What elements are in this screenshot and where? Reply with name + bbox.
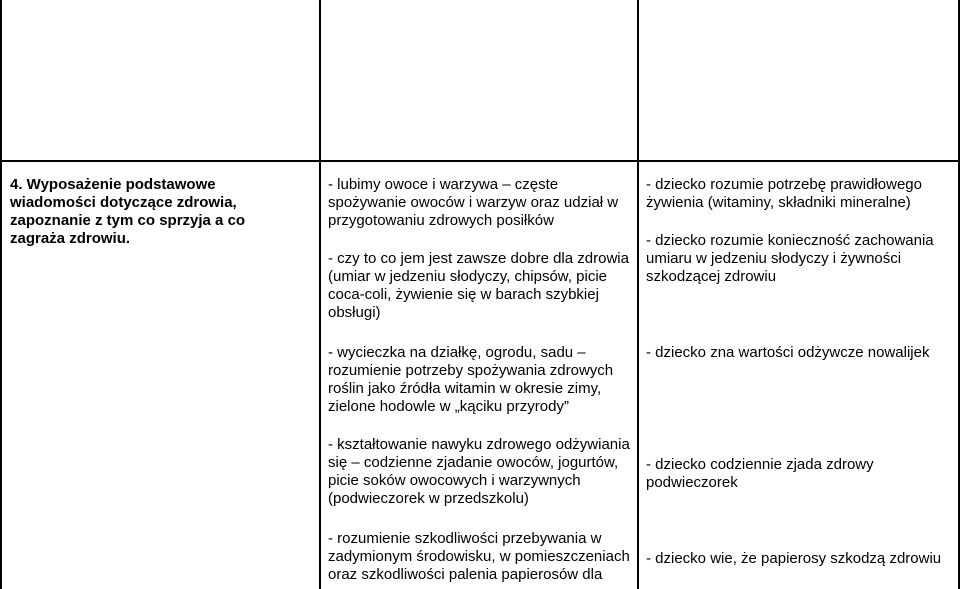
outcome-text: - dziecko codziennie zjada zdrowy podwieczorek xyxy=(646,456,874,491)
activity-text: - lubimy owoce i warzywa – częste spożywanie owoców i warzyw oraz udział w przygotowaniu zdrowych posiłków xyxy=(328,176,619,229)
activity-item xyxy=(328,530,638,584)
activity-text: - kształtowanie nawyku zdrowego odżywiania się – codzienne zjadanie owoców, jogurtów, picie soków owocowych i warzywnych (podwieczorek w przedszkolu) xyxy=(328,436,630,507)
outcome-item xyxy=(646,176,956,212)
activity-item xyxy=(328,436,638,508)
outcome-item xyxy=(646,344,956,362)
outcome-item xyxy=(646,232,956,286)
outcome-text: - dziecko rozumie potrzebę prawidłowego żywienia (witaminy, składniki mineralne) xyxy=(646,176,922,211)
activity-text: - czy to co jem jest zawsze dobre dla zdrowia (umiar w jedzeniu słodyczy, chipsów, picie coca-coli, żywienie się w barach szybkiej obsługi) xyxy=(328,250,629,321)
activity-item xyxy=(328,176,638,230)
table-row-divider xyxy=(0,160,960,162)
outcome-item xyxy=(646,550,956,568)
outcome-text: - dziecko zna wartości odżywcze nowalijek xyxy=(646,344,930,361)
table-border-left xyxy=(0,0,2,589)
activity-text: - wycieczka na działkę, ogrodu, sadu – rozumienie potrzeby spożywania zdrowych roślin jako źródła witamin w okresie zimy, zielone hodowle w „kąciku przyrody” xyxy=(328,344,614,415)
section-heading-text: 4. Wyposażenie podstawowe wiadomości dotyczące zdrowia, zapoznanie z tym co sprzyja a co zagraża zdrowiu. xyxy=(10,176,246,247)
table-divider-col1 xyxy=(319,0,321,589)
outcome-text: - dziecko rozumie konieczność zachowania umiaru w jedzeniu słodyczy i żywności szkodzącej zdrowiu xyxy=(646,232,934,285)
outcome-text: - dziecko wie, że papierosy szkodzą zdrowiu xyxy=(646,550,942,567)
activity-item xyxy=(328,250,638,322)
activity-text: - rozumienie szkodliwości przebywania w zadymionym środowisku, w pomieszczeniach oraz szkodliwości palenia papierosów dla xyxy=(328,530,630,583)
section-heading xyxy=(10,176,295,248)
activity-item xyxy=(328,344,638,416)
outcome-item xyxy=(646,456,956,492)
